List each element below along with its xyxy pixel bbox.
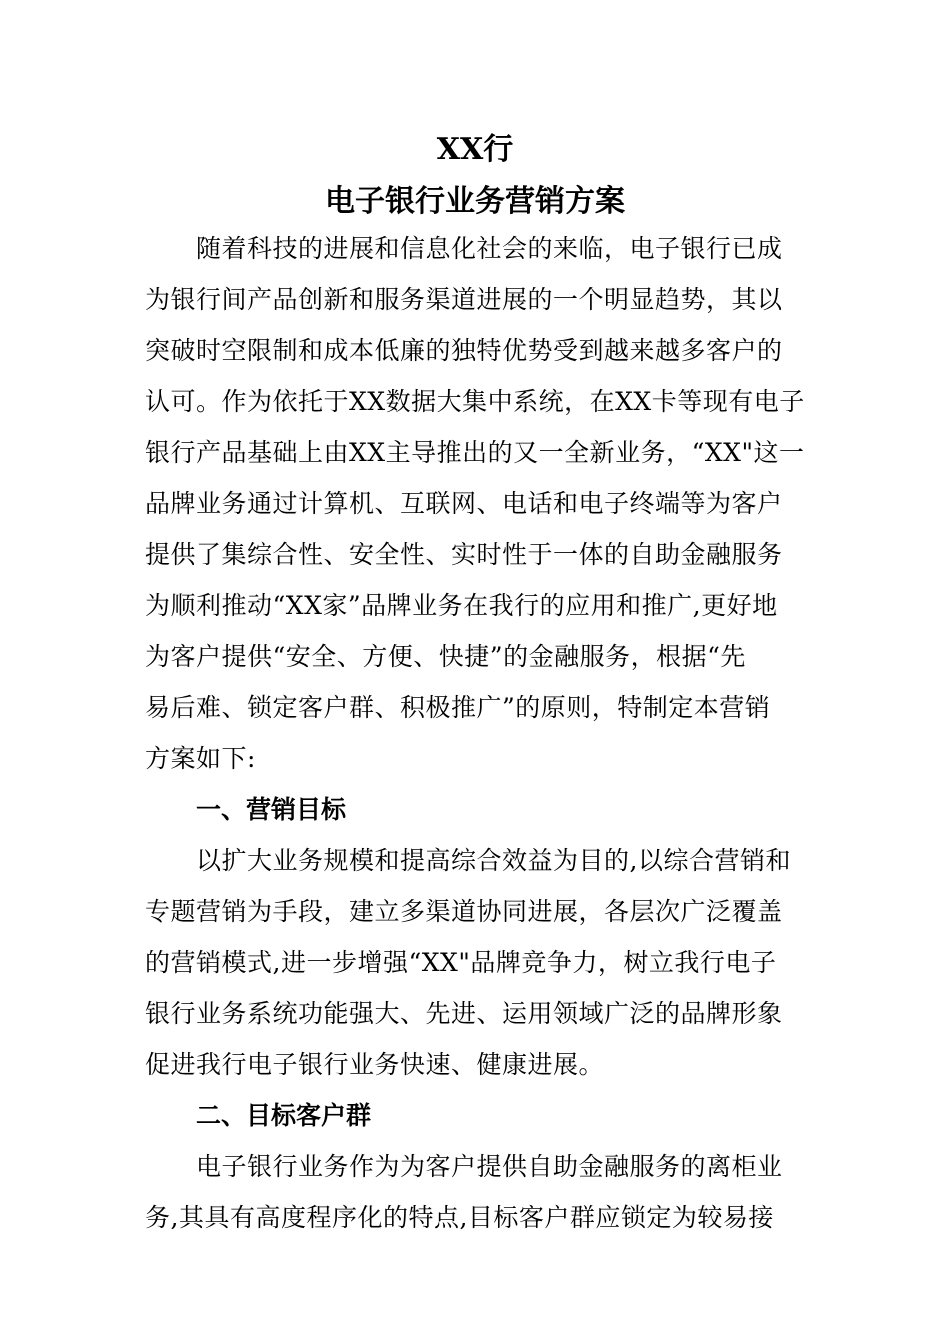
intro-line: 突破时空限制和成本低廉的独特优势受到越来越多客户的 xyxy=(145,336,783,365)
section1-line: 以扩大业务规模和提高综合效益为目的,以综合营销和 xyxy=(145,846,791,875)
document-title-bank: XX行 xyxy=(436,132,514,167)
section1-line: 的营销模式,进一步增强“XX"品牌竞争力，树立我行电子 xyxy=(145,948,777,977)
intro-line: 易后难、锁定客户群、积极推广”的原则，特制定本营销 xyxy=(145,693,771,722)
intro-line: 银行产品基础上由XX主导推出的又一全新业务，“XX"这一 xyxy=(145,438,805,467)
intro-line: 认可。作为依托于XX数据大集中系统，在XX卡等现有电子 xyxy=(145,387,805,416)
section2-line: 务,其具有高度程序化的特点,目标客户群应锁定为较易接 xyxy=(145,1203,774,1232)
section-heading-marketing-goal: 一、营销目标 xyxy=(196,795,347,824)
intro-line: 提供了集综合性、安全性、实时性于一体的自助金融服务 xyxy=(145,540,783,569)
intro-line: 随着科技的进展和信息化社会的来临，电子银行已成 xyxy=(145,234,783,263)
intro-line: 品牌业务通过计算机、互联网、电话和电子终端等为客户 xyxy=(145,489,783,518)
section1-line: 银行业务系统功能强大、先进、运用领域广泛的品牌形象 xyxy=(145,999,783,1028)
intro-line: 为银行间产品创新和服务渠道进展的一个明显趋势，其以 xyxy=(145,285,783,314)
section2-line: 电子银行业务作为为客户提供自助金融服务的离柜业 xyxy=(145,1152,783,1181)
intro-line: 方案如下: xyxy=(145,744,256,773)
section-heading-target-customers: 二、目标客户群 xyxy=(196,1101,372,1130)
intro-line: 为客户提供“安全、方便、快捷”的金融服务，根据“先 xyxy=(145,642,746,671)
intro-line: 为顺利推动“XX家”品牌业务在我行的应用和推广,更好地 xyxy=(145,591,778,620)
document-title-plan: 电子银行业务营销方案 xyxy=(325,184,625,219)
section1-line: 专题营销为手段，建立多渠道协同进展，各层次广泛覆盖 xyxy=(145,897,783,926)
section1-line: 促进我行电子银行业务快速、健康进展。 xyxy=(145,1050,605,1079)
